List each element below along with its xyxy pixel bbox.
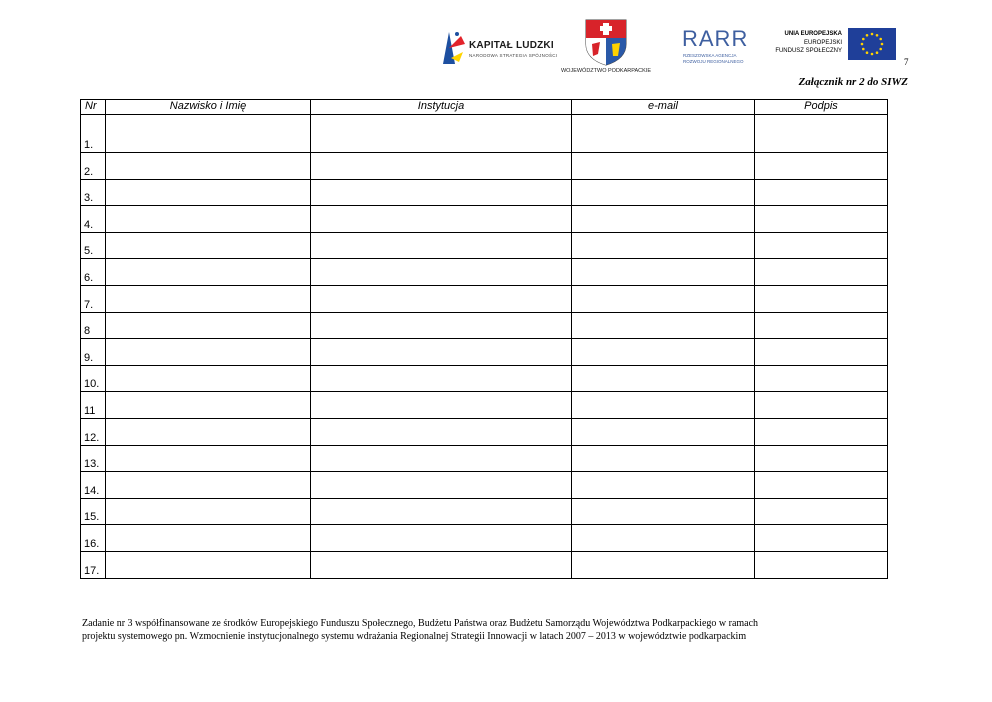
attendance-table: [80, 99, 888, 579]
row-number: 5.: [81, 232, 106, 259]
row-number: 3.: [81, 179, 106, 206]
email-cell[interactable]: [572, 115, 755, 153]
name-cell[interactable]: [106, 115, 311, 153]
institution-cell[interactable]: [311, 312, 572, 339]
institution-cell[interactable]: [311, 551, 572, 578]
table-row: [81, 312, 888, 339]
table-row: [81, 153, 888, 180]
institution-cell[interactable]: [311, 206, 572, 233]
row-number: 17.: [81, 551, 106, 578]
institution-cell[interactable]: [311, 285, 572, 312]
footer-line-2: projektu systemowego pn. Wzmocnienie instytucjonalnego systemu wdrażania Regionalnej Strategii Innowacji w latach 2007 – 2013 w województwie podkarpackim: [82, 631, 747, 642]
name-cell[interactable]: [106, 365, 311, 392]
email-cell[interactable]: [572, 285, 755, 312]
name-cell[interactable]: [106, 285, 311, 312]
signature-cell[interactable]: [755, 153, 888, 180]
eu-line-1: UNIA EUROPEJSKA: [784, 31, 842, 37]
signature-cell[interactable]: [755, 259, 888, 286]
kapital-ludzki-subtitle: NARODOWA STRATEGIA SPÓJNOŚCI: [469, 53, 558, 58]
table-row: [81, 339, 888, 366]
signature-cell[interactable]: [755, 339, 888, 366]
rarr-subtitle-1: RZESZOWSKA AGENCJA: [683, 53, 737, 58]
email-cell[interactable]: [572, 498, 755, 525]
row-number: 2.: [81, 153, 106, 180]
row-number: 7.: [81, 285, 106, 312]
email-cell[interactable]: [572, 153, 755, 180]
institution-cell[interactable]: [311, 115, 572, 153]
kapital-ludzki-title: KAPITAŁ LUDZKI: [469, 40, 554, 51]
signature-cell[interactable]: [755, 498, 888, 525]
name-cell[interactable]: [106, 339, 311, 366]
row-number: 11: [81, 392, 106, 419]
wojewodztwo-caption: WOJEWÓDZTWO PODKARPACKIE: [560, 68, 652, 74]
header-institution: Instytucja: [311, 100, 572, 115]
name-cell[interactable]: [106, 179, 311, 206]
signature-cell[interactable]: [755, 206, 888, 233]
institution-cell[interactable]: [311, 259, 572, 286]
signature-cell[interactable]: [755, 472, 888, 499]
eu-flag-icon: [848, 28, 896, 60]
institution-cell[interactable]: [311, 418, 572, 445]
row-number: 16.: [81, 525, 106, 552]
signature-cell[interactable]: [755, 365, 888, 392]
table-row: [81, 445, 888, 472]
footer-line-1: Zadanie nr 3 współfinansowane ze środków Europejskiego Funduszu Społecznego, Budżetu Państwa oraz Budżetu Samorządu Województwa Podkarpackiego w ramach: [82, 618, 759, 629]
header-signature: Podpis: [755, 100, 888, 115]
row-number: 13.: [81, 445, 106, 472]
table-row: [81, 206, 888, 233]
email-cell[interactable]: [572, 179, 755, 206]
email-cell[interactable]: [572, 312, 755, 339]
name-cell[interactable]: [106, 418, 311, 445]
row-number: 12.: [81, 418, 106, 445]
table-row: [81, 285, 888, 312]
email-cell[interactable]: [572, 339, 755, 366]
signature-cell[interactable]: [755, 445, 888, 472]
header-nr: Nr: [81, 100, 106, 115]
signature-cell[interactable]: [755, 525, 888, 552]
email-cell[interactable]: [572, 206, 755, 233]
table-row: [81, 525, 888, 552]
name-cell[interactable]: [106, 498, 311, 525]
table-row: [81, 179, 888, 206]
footer-note: [82, 617, 902, 643]
email-cell[interactable]: [572, 232, 755, 259]
table-row: [81, 232, 888, 259]
institution-cell[interactable]: [311, 392, 572, 419]
signature-cell[interactable]: [755, 551, 888, 578]
header-email: e-mail: [572, 100, 755, 115]
wojewodztwo-logo: [556, 18, 656, 80]
row-number: 10.: [81, 365, 106, 392]
email-cell[interactable]: [572, 392, 755, 419]
kapital-ludzki-logo: [441, 28, 556, 68]
table-row: [81, 365, 888, 392]
institution-cell[interactable]: [311, 525, 572, 552]
email-cell[interactable]: [572, 418, 755, 445]
email-cell[interactable]: [572, 259, 755, 286]
institution-cell[interactable]: [311, 472, 572, 499]
table-body: [81, 115, 888, 579]
row-number: 8: [81, 312, 106, 339]
kapital-ludzki-icon: [441, 28, 467, 66]
eu-line-2: EUROPEJSKI: [803, 40, 842, 46]
signature-cell[interactable]: [755, 115, 888, 153]
institution-cell[interactable]: [311, 179, 572, 206]
stray-mark: 7: [904, 57, 909, 67]
email-cell[interactable]: [572, 365, 755, 392]
email-cell[interactable]: [572, 445, 755, 472]
annex-label: Załącznik nr 2 do SIWZ: [798, 76, 908, 88]
eu-line-3: FUNDUSZ SPOŁECZNY: [775, 48, 842, 54]
email-cell[interactable]: [572, 525, 755, 552]
name-cell[interactable]: [106, 551, 311, 578]
header-name: Nazwisko i Imię: [106, 100, 311, 115]
table-header-row: [81, 100, 888, 115]
signature-cell[interactable]: [755, 418, 888, 445]
signature-cell[interactable]: [755, 285, 888, 312]
signature-cell[interactable]: [755, 232, 888, 259]
rarr-logo: [682, 28, 752, 68]
signature-cell[interactable]: [755, 312, 888, 339]
table-row: [81, 418, 888, 445]
institution-cell[interactable]: [311, 153, 572, 180]
name-cell[interactable]: [106, 206, 311, 233]
table-row: [81, 498, 888, 525]
institution-cell[interactable]: [311, 445, 572, 472]
row-number: 4.: [81, 206, 106, 233]
institution-cell[interactable]: [311, 232, 572, 259]
table-row: [81, 259, 888, 286]
row-number: 6.: [81, 259, 106, 286]
name-cell[interactable]: [106, 312, 311, 339]
email-cell[interactable]: [572, 472, 755, 499]
row-number: 9.: [81, 339, 106, 366]
row-number: 15.: [81, 498, 106, 525]
institution-cell[interactable]: [311, 498, 572, 525]
eu-logo: [770, 28, 898, 68]
institution-cell[interactable]: [311, 365, 572, 392]
name-cell[interactable]: [106, 153, 311, 180]
institution-cell[interactable]: [311, 339, 572, 366]
email-cell[interactable]: [572, 551, 755, 578]
rarr-title: RARR: [682, 26, 749, 51]
signature-cell[interactable]: [755, 179, 888, 206]
name-cell[interactable]: [106, 232, 311, 259]
table-row: [81, 115, 888, 153]
row-number: 1.: [81, 115, 106, 153]
name-cell[interactable]: [106, 445, 311, 472]
name-cell[interactable]: [106, 525, 311, 552]
row-number: 14.: [81, 472, 106, 499]
logo-bar: [0, 18, 992, 80]
table-row: [81, 392, 888, 419]
rarr-subtitle-2: ROZWOJU REGIONALNEGO: [683, 59, 744, 64]
table-row: [81, 472, 888, 499]
name-cell[interactable]: [106, 259, 311, 286]
table-row: [81, 551, 888, 578]
coat-of-arms-icon: [584, 18, 628, 66]
signature-cell[interactable]: [755, 392, 888, 419]
name-cell[interactable]: [106, 392, 311, 419]
name-cell[interactable]: [106, 472, 311, 499]
